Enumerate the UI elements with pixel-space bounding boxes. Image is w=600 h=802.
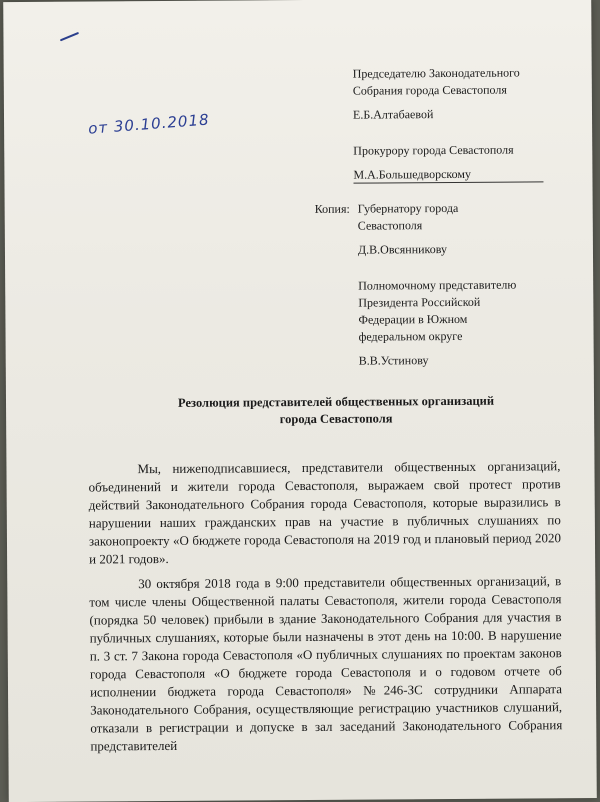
addressee-name: В.В.Устинову (358, 353, 429, 368)
addressee-line: Председателю Законодательного (352, 65, 520, 81)
addressee-name: М.А.Большедворскому (353, 166, 472, 182)
pen-stroke-mark (60, 32, 79, 41)
document-page (3, 0, 597, 802)
title-line: Резолюция представителей общественных организаций (177, 393, 495, 410)
addressee-line: Собрания города Севастополя (352, 82, 507, 98)
addressee-line: Севастополя (357, 218, 423, 233)
copy-presidential-envoy (358, 277, 517, 370)
addressee-line: федеральном округе (358, 328, 463, 344)
addressee-line: Федерации в Южном (358, 311, 468, 327)
addressee-name: Д.В.Овсянникову (357, 242, 448, 257)
addressee-line: Прокурору города Севастополя (353, 142, 514, 158)
addressee-chairman (353, 64, 520, 123)
document-title (116, 392, 556, 429)
title-line: города Севастополя (279, 411, 393, 427)
separator-line (353, 181, 543, 183)
document-body (88, 457, 562, 755)
addressee-line: Губернатору города (357, 200, 459, 216)
copy-governor (358, 200, 459, 259)
addressee-prosecutor (353, 142, 514, 184)
body-paragraph: 30 октября 2018 года в 9:00 представители общественных организаций, в том числе члены Общественной палаты Севастополя, жители города Севастополя (порядка 50 человек) прибыли в здание Законодательного Собрания для участия в публичных слушаниях, которые были назначены в этот день на 10:00. В нарушение п. 3 ст. 7 Закона города Севастополя «О публичных слушаниях по проектам законов города Севастополя «О бюджете города Севастополя и о годовом отчете об исполнении бюджета города Севастополя» №246-ЗС сотрудники Аппарата Законодательного Собрания, осуществляющие регистрацию участников слушаний, отказали в регистрации и допуске в зал заседаний Законодательного Собрания представителей (89, 573, 563, 754)
addressee-name: Е.Б.Алтабаевой (352, 107, 434, 122)
addressee-line: Полномочному представителю (358, 277, 517, 293)
copy-label: Копия: (314, 201, 350, 216)
handwritten-date: от 30.10.2018 (87, 110, 211, 138)
addressee-line: Президента Российской (358, 294, 481, 310)
body-paragraph: Мы, нижеподписавшиеся, представители общественных организаций, объединений и жители города Севастополя, выражаем свой протест против действий Законодательного Собрания города Севастополя, которые выразились в нарушении наших гражданских прав на участие в публичных слушаниях по законопроекту «О бюджете города Севастополя на 2019 год и плановый период 2020 и 2021 годов». (88, 458, 562, 567)
